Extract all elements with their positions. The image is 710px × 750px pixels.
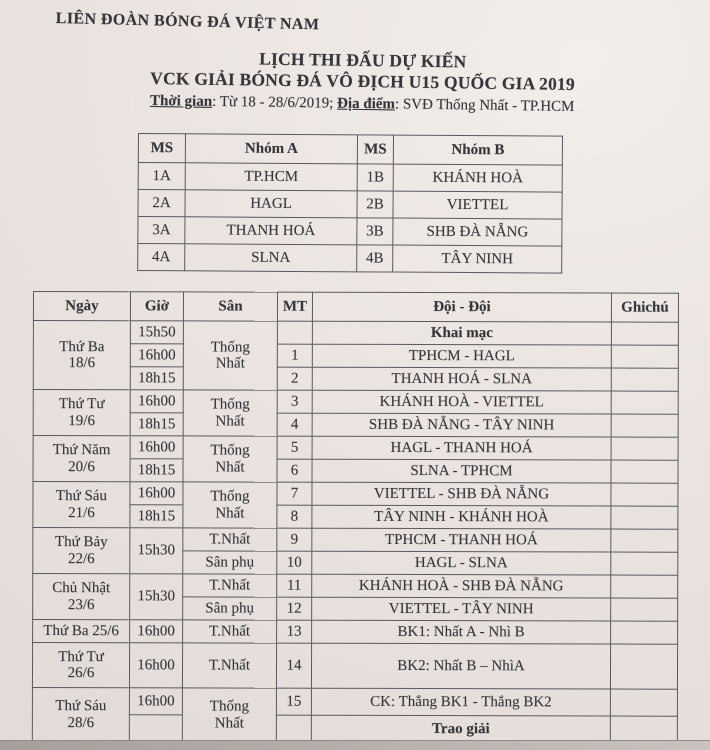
match-number-cell [277, 321, 312, 344]
match-cell: VIETTEL - SHB ĐÀ NẴNG [312, 482, 611, 506]
venue-cell: Sân phụ [183, 597, 277, 620]
venue-cell: Thống Nhất [183, 482, 277, 528]
time-cell: 16h00 [130, 344, 183, 367]
venue-cell: T.Nhất [183, 574, 277, 597]
schedule-row [33, 436, 678, 461]
schedule-row [33, 413, 678, 438]
note-cell [611, 460, 678, 483]
groups-header-nhom-a: Nhóm A [185, 134, 357, 164]
group-row [138, 190, 562, 220]
seed-cell: 4A [138, 244, 185, 271]
match-number-cell [276, 715, 311, 742]
venue-cell: Thống Nhất [182, 688, 276, 742]
time-cell: 18h15 [130, 505, 183, 528]
match-cell: Khai mạc [312, 321, 611, 345]
header-match-number: MT [277, 292, 312, 321]
group-row [138, 217, 562, 247]
document-header [39, 45, 686, 118]
match-cell: SHB ĐÀ NẴNG - TÂY NINH [312, 413, 611, 437]
match-number-cell: 4 [277, 413, 312, 436]
header-time: Giờ [130, 292, 183, 321]
schedule-row [33, 620, 678, 645]
note-cell [611, 437, 678, 460]
date-cell: Chủ Nhật 23/6 [33, 574, 130, 620]
organization-title: LIÊN ĐOÀN BÓNG ĐÁ VIỆT NAM [55, 10, 320, 34]
venue-value: : SVĐ Thống Nhất - TP.HCM [394, 96, 575, 115]
header-date: Ngày [33, 292, 130, 321]
team-cell: HAGL [185, 190, 357, 218]
time-cell: 18h15 [130, 459, 183, 482]
team-cell: VIETTEL [393, 191, 562, 219]
date-cell: Thứ Ba 25/6 [33, 620, 130, 643]
match-number-cell: 12 [277, 597, 312, 620]
venue-label: Địa điểm [336, 95, 396, 113]
group-row [138, 244, 562, 274]
schedule-row [33, 505, 678, 530]
match-cell: KHÁNH HOÀ - VIETTEL [312, 390, 611, 414]
seed-cell: 2A [138, 190, 185, 217]
note-cell [611, 414, 678, 437]
seed-cell: 2B [357, 191, 393, 218]
match-number-cell: 3 [277, 390, 312, 413]
note-cell [611, 368, 678, 391]
note-cell [611, 575, 678, 598]
time-cell: 16h00 [130, 436, 183, 459]
match-cell: BK2: Nhất B – NhìA [311, 643, 610, 689]
match-cell: TPHCM - HAGL [312, 344, 611, 368]
match-cell: Trao giải [311, 715, 610, 743]
match-number-cell: 10 [277, 551, 312, 574]
schedule-row [32, 714, 677, 743]
seed-cell: 3A [138, 217, 185, 244]
match-number-cell: 11 [277, 574, 312, 597]
match-number-cell: 6 [277, 459, 312, 482]
schedule-row [33, 528, 678, 553]
match-cell: TÂY NINH - KHÁNH HOÀ [312, 505, 611, 529]
groups-header-row [138, 134, 562, 166]
time-cell [129, 715, 182, 742]
venue-cell: Sân phụ [183, 551, 277, 574]
seed-cell: 4B [357, 245, 393, 272]
match-number-cell: 2 [277, 367, 312, 390]
team-cell: SLNA [185, 244, 357, 272]
schedule-row [32, 643, 677, 690]
match-cell: TPHCM - THANH HOÁ [312, 528, 611, 552]
team-cell: TÂY NINH [393, 245, 562, 273]
team-cell: SHB ĐÀ NẴNG [393, 218, 562, 246]
time-cell: 16h00 [130, 620, 183, 643]
venue-cell: T.Nhất [183, 528, 277, 551]
match-cell: VIETTEL - TÂY NINH [312, 597, 611, 621]
match-cell: KHÁNH HOÀ - SHB ĐÀ NẴNG [312, 574, 611, 598]
venue-cell: T.Nhất [182, 643, 276, 688]
schedule-header-row [33, 292, 678, 323]
match-cell: HAGL - SLNA [312, 551, 611, 575]
match-number-cell: 1 [277, 344, 312, 367]
groups-header-ms-b: MS [357, 135, 393, 164]
time-cell: 15h30 [130, 574, 183, 620]
note-cell [610, 689, 677, 716]
note-cell [611, 391, 678, 414]
schedule-table [32, 291, 679, 744]
schedule-row [33, 344, 678, 369]
match-cell: HAGL - THANH HOÁ [312, 436, 611, 460]
schedule-row [33, 574, 678, 599]
date-cell: Thứ Sáu 21/6 [33, 482, 130, 528]
note-cell [611, 598, 678, 621]
time-cell: 18h15 [130, 367, 183, 390]
match-number-cell: 5 [277, 436, 312, 459]
seed-cell: 1A [138, 163, 185, 190]
match-number-cell: 14 [276, 643, 311, 688]
page-title-line1: LỊCH THI ĐẤU DỰ KIẾN [259, 48, 467, 72]
time-cell: 16h00 [130, 390, 183, 413]
paper-bottom-edge [0, 740, 710, 750]
note-cell [611, 483, 678, 506]
match-number-cell: 15 [276, 688, 311, 715]
note-cell [611, 552, 678, 575]
match-cell: BK1: Nhất A - Nhì B [312, 620, 611, 644]
groups-header-ms-a: MS [138, 134, 185, 163]
venue-cell: Thống Nhất [183, 321, 277, 390]
time-cell: 15h30 [130, 528, 183, 574]
time-cell: 16h00 [130, 482, 183, 505]
match-number-cell: 9 [277, 528, 312, 551]
header-teams: Đội - Đội [312, 292, 611, 322]
note-cell [611, 322, 678, 345]
seed-cell: 1B [357, 164, 393, 191]
venue-cell: T.Nhất [183, 620, 277, 643]
match-cell: THANH HOÁ - SLNA [312, 367, 611, 391]
match-cell: SLNA - TPHCM [312, 459, 611, 483]
schedule-row [33, 321, 678, 346]
team-cell: KHÁNH HOÀ [393, 164, 562, 192]
match-cell: CK: Thắng BK1 - Thắng BK2 [311, 688, 610, 716]
team-cell: TP.HCM [185, 163, 357, 191]
time-label: Thời gian [149, 93, 213, 110]
groups-header-nhom-b: Nhóm B [393, 135, 562, 165]
note-cell [611, 529, 678, 552]
match-number-cell: 8 [277, 505, 312, 528]
note-cell [611, 345, 678, 368]
schedule-row [33, 482, 678, 507]
date-cell: Thứ Sáu 28/6 [32, 687, 129, 741]
match-number-cell: 13 [277, 620, 312, 643]
seed-cell: 3B [357, 218, 393, 245]
groups-table [137, 133, 563, 274]
time-cell: 16h00 [129, 688, 182, 715]
date-cell: Thứ Ba 18/6 [33, 321, 130, 390]
time-cell: 16h00 [129, 643, 182, 688]
schedule-row [32, 687, 677, 716]
time-cell: 15h50 [130, 321, 183, 344]
date-cell: Thứ Tư 19/6 [33, 390, 130, 436]
date-cell: Thứ Năm 20/6 [33, 436, 130, 482]
note-cell [610, 644, 677, 689]
note-cell [611, 506, 678, 529]
time-cell: 18h15 [130, 413, 183, 436]
team-cell: THANH HOÁ [185, 217, 357, 245]
venue-cell: Thống Nhất [183, 390, 277, 436]
schedule-row [33, 459, 678, 484]
venue-cell: Thống Nhất [183, 436, 277, 482]
schedule-row [33, 390, 678, 415]
schedule-row [33, 367, 678, 392]
page-title-line2: VCK GIẢI BÓNG ĐÁ VÔ ĐỊCH U15 QUỐC GIA 2019 [150, 68, 576, 94]
date-cell: Thứ Tư 26/6 [32, 643, 129, 688]
date-cell: Thứ Bảy 22/6 [33, 528, 130, 574]
note-cell [611, 621, 678, 644]
time-value: : Từ 18 - 28/6/2019; [212, 93, 338, 112]
match-number-cell: 7 [277, 482, 312, 505]
header-venue: Sân [183, 292, 277, 321]
header-note: Ghichú [611, 293, 678, 322]
group-row [138, 163, 562, 193]
